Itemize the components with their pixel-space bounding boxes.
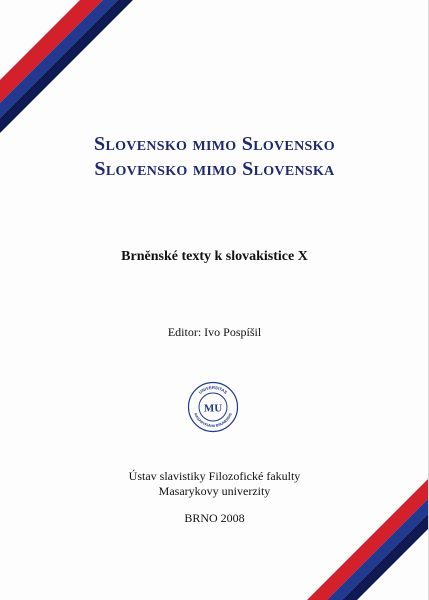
series-title: Brněnské texty k slovakistice X	[121, 249, 308, 264]
editor-line: Editor: Ivo Pospíšil	[167, 325, 262, 339]
seal-ring-text-bottom: MASARYKIANA BRUNENSIS	[193, 412, 233, 429]
place-and-year: BRNO 2008	[184, 511, 245, 525]
seal-ring-text: UNIVERSITAS	[197, 384, 229, 395]
institution-line-2: Masarykovy univerzity	[158, 484, 271, 498]
seal-center-glyph: MU	[203, 402, 223, 415]
university-seal-icon	[187, 381, 239, 433]
institution-line-1: Ústav slavistiky Filozofické fakulty	[128, 469, 301, 483]
cover-title-line-2: Slovensko mimo Slovenska	[94, 158, 335, 180]
cover-title-line-1: Slovensko mimo Slovensko	[94, 133, 335, 155]
